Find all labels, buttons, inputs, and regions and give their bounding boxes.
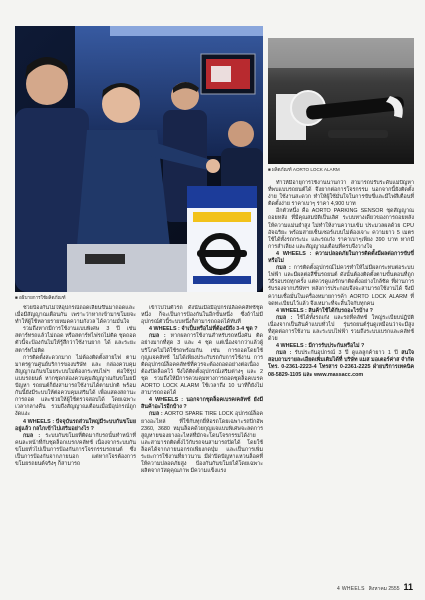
answer-label: กมล : [276,350,292,357]
answer-label: กมล : [276,265,291,272]
person-far-right-head [228,121,254,147]
interview-answer [268,265,414,308]
poster-yellow-band [193,212,251,222]
display-table [67,244,199,292]
answer-text: หากผลการใช้งานสำหรับรถหนึ่งคัน ติดอย่างมากที่สุด 3 และ 4 ชุด แต่เนื่องจากว่าแล้วผู้บริโภคไม่ได้ใช้รถพร้อมกัน เช่น การถอดโดยใช้กุญแจคลัทช์ ไม่ได้เพียงประกับรถกับการใช้งาน การติดอุปกรณ์ล็อคคลัทช์ที่ควรจะต้องถอดอย่างต่อเนื่อง ต้องปิดล็อคไว้ จึงได้ติดตั้งอุปกรณ์เสริมต่างๆ และ 2 ชุด รวมถึงให้มีการควบคุมทางการถอดชุดล็อคเบรค AORTO LOCK ALARM ใช้เวลาถึง 10 นาทีก็ยังไม่สามารถถอดได้ [141,333,263,397]
interview-question: 4 WHEELS : จำเป็นหรือไม่ที่ต้องมีถึง 3-4 ชุด ? [149,326,258,333]
paragraph: เข้าไปในตัวรถ ดังนั้นเมื่อมีอุปกรณ์ล็อคคลัทช์ชุดหนึ่ง ก็จะเป็นการป้องกันในอีกขั้นหนึ่ง ซึ่งถ้าไม่มีอุปกรณ์ตัวนี้ระบบหนึ่งก็สามารถถอดได้ทันที [141,305,263,326]
interview-answer [268,350,414,378]
product-photo [268,38,414,164]
booth-photo [15,26,263,292]
interview-answer [15,433,136,468]
contact-info: สนใจสอบถามรายละเอียดเพิ่มเติมได้ที่ บริษัท แมส มอเตอร์ค่าส จำกัด โทร. 0-2361-2223-4 โทรสาร 0-2361-2225 ฝ่ายบริการเทคนิค 08-5829-1105 และ www.massacc.com [268,350,414,378]
answer-label: กมล : [149,411,163,418]
product-photo-illustration [268,38,414,164]
poster-header-band [187,186,257,208]
booth-light-strip [110,26,263,36]
issue-date: สิงหาคม 2555 [368,586,400,592]
interview-answer [268,315,414,343]
text-column-right [268,180,414,574]
product-photo-caption: ■ ผลิตภัณฑ์ AORTO LOCK ALARM [268,167,340,172]
interview-question: 4 WHEELS : ความปลอดภัยในการติดตั้งมีผลต่อการขับขี่หรือไม่ [268,250,414,265]
answer-label: กมล : [149,333,166,340]
product-stand [328,130,388,138]
answer-text: AORTO SPARE TIRE LOCK อุปกรณ์ล็อคยางอะไหล่ ที่ใช้กับทุกยี่ห้อรถโดยเฉพาะรถปิกอัพ 2360, 3680 หมุนล็อคด้วยกุญแจแบบพิเศษจะลดการสูญหายของยางอะไหล่ที่มักจะโดนโจรกรรมได้ง่าย และสามารถติดตั้งไว้กับรถจนสามารถปิดได้ โดยใช้ล็อคได้จากภายนอกรถเพียงกดปุ่ม และเป็นการเพิ่มระยะการใช้งานที่ยาวนาน มีฝาปิดปัญหาแหวนล็อคที่ให้ความปลอดภัยสูง ป้องกันกันขโมยได้โดยเฉพาะ ผลิตจากวัสดุคุณภาพ มีความแข็งแรง [141,411,263,475]
paragraph: การติดตั้งสะดวกมาก ไม่ต้องติดตั้งสายไฟ ตามมาตรฐานศูนย์บริการของบริษัท และ กล่องควบคุมสัญญาณกันขโมยระบบไม่ต้องกระทบไฟฯ ต่อใช้รูปแบบรถยนต์ หากชุดกล่องควบคุมสัญญาณกันขโมยมีปัญหา รถยนต์ก็ยังสามารถใช้งานได้ตามปกติ พร้อมกันนี้ยังมีระบบให้ต่อควบคุมเสริมได้ เพื่อแสดงสถานะการถอด และช่วยให้ผู้ใช้ตรวจสอบได้ โดยเฉพาะเวลากลางคืน รวมถึงสัญญาณเตือนเมื่อมีอุปกรณ์ถูกงัดแงะ [15,354,136,418]
poster-footer-band [193,276,251,284]
paragraph: ทำให้มีอายุการใช้งานนานกว่า สามารถปรับระดับแม่ปัญหาที่พบแบบรถยนต์ได้ จึงยากต่อการโจรกรรม นอกจากนี้ยังติดตั้งง่าย ใช้งานสะดวก ทำให้ผู้ใช้มั่นใจในการขับขี่และมีไฟสีเตือนที่ติดตั้งง่าย ราคาเบาๆ ราคา 4,900 บาท [268,180,414,208]
booth-photo-caption: ■ อธิบายการใช้ผลิตภัณฑ์ [15,295,66,300]
interview-question: 4 WHEELS : ปัจจุบันรถส่วนใหญ่มีระบบกันขโมยอยู่แล้ว กลไกเข้าไปเสริมอย่างไร ? [15,418,136,432]
magazine-name: 4 WHEELS [337,586,365,592]
interview-question: 4 WHEELS : นอกจากชุดล็อคเบรค/คลัทช์ ยังมีสินค้าอะไรอีกบ้าง ? [141,397,263,411]
product-backdrop [268,38,414,68]
paragraph: อีกตัวหนึ่ง คือ AORTO PARKING SENSOR ชุดสัญญาณถอยหลัง ที่มีคุณสมบัติเป็นเลิศ ระบบทางเดียวของการถอยหลัง ให้ความแม่นยำสูง ไม่ทำให้งานความเข้ม ประมวลผลด้วย CPU อัจฉริยะ พร้อมสายเซ็นเซอร์แบบไม่ต้องเจาะ ความยาว 5 เมตร ใช้ได้ทั้งรถกระบะ และรถเก๋ง ราคาเบาๆเพียง 390 บาท หากมีการลำเลียง และสัญญาณเตือนที่ครบจึงวางใจ [268,208,414,250]
page-footer [337,582,413,593]
answer-text: ใช้ได้ทั้งรถเก๋ง และรถที่คลัทช์ ใหญ่ระเบียบปฏิบัติ เนื่องจากเป็นสินค้าแบบทั่วไป รุ่นรถยนต์รุ่นดูเหมือนว่าจะมีสูงที่สุดต่อการใช้งาน และระบบไฟฟ้า รวมถึงระบบเบรกและคลัทช์ด้วย [268,314,414,343]
interview-question: 4 WHEELS : สินค้าใช้ได้กับรถอะไรบ้าง ? [276,307,373,314]
answer-text: การติดตั้งอุปกรณ์ไม่ควรทำให้ไม่มีผลกระทบต่อระบบไฟฟ้า และมีผลต่อสีชิ้นรถยนต์ ดังนั้นต้องติดตั้งตามขั้นตอนที่ถูกวิธีรอบรถทุกครั้ง แต่ควรดูแลรักษาติดตั้งอย่างใกล้ชิด ที่ผ่านการรับรองจากบริษัทฯ หลังการประกอบจึงจะสามารถใช้งานได้ จึงมีความเชื่อมั่นในเครื่องหมายการค้า AORTO LOCK ALARM ที่จดทะเบียนไว้แล้ว จึงเหมาะที่จะสิ้นใจกับทุกคน [268,265,414,307]
poster-lock-graphic [197,250,247,257]
booth-photo-illustration [15,26,263,292]
answer-label: กมล : [276,314,293,321]
paragraph: รวมถึงหากมีการใช้งานแบบพิเศษ 3 ปี เช่น สตาร์ทรถแล้วไม่ถอด หรือสตาร์ทไฟรถไม่ติด ชุดถอดตัวนี้จะป้องกันไม่ให้รู้สึกว่าใช้งานยาก ได้ และระยะสตาร์ทไม่ติด [15,326,136,354]
answer-text: ระบบกันขโมยที่ติดมากับรถนั้นทำหน้าที่คนละหน้าที่กับชุดล็อกเบรก/คลัทช์ เนื่องจากระบบกันขโมยทั่วไปเป็นการป้องกันการโจรกรรมรถยนต์ ซึ่งเป็นการป้องกันจากภายนอก แต่หากโจรต้องการขโมยรถยนต์จริงๆ ก็สามารถ [15,432,136,468]
answer-text: รับประกันอุปกรณ์ 3 ปี ดูแลลูกค้ายาว 1 ปี [294,350,398,357]
interview-answer [141,333,263,397]
display-item [85,254,125,264]
interview-answer [141,411,263,475]
page-number: 11 [403,582,413,592]
person-center-hand [206,159,220,173]
text-column-middle [141,305,263,579]
answer-label: กมล : [23,432,41,439]
monitor-graphic [211,66,231,82]
interview-question: 4 WHEELS : มีการรับประกันหรือไม่ ? [276,343,365,350]
paragraph: ช่วยป้องกันไม่ให้อุปกรณ์ถอดเลี่ยนขึ้นมาถอดและ เมื่อมีสัญญาณเตือนกัน เพราะว่าหากเข้ามาขโมยจะทำให้ผู้ใช้หลายรายหมดความกังวล ได้ความมั่นใจ [15,305,136,326]
text-column-left [15,305,136,579]
